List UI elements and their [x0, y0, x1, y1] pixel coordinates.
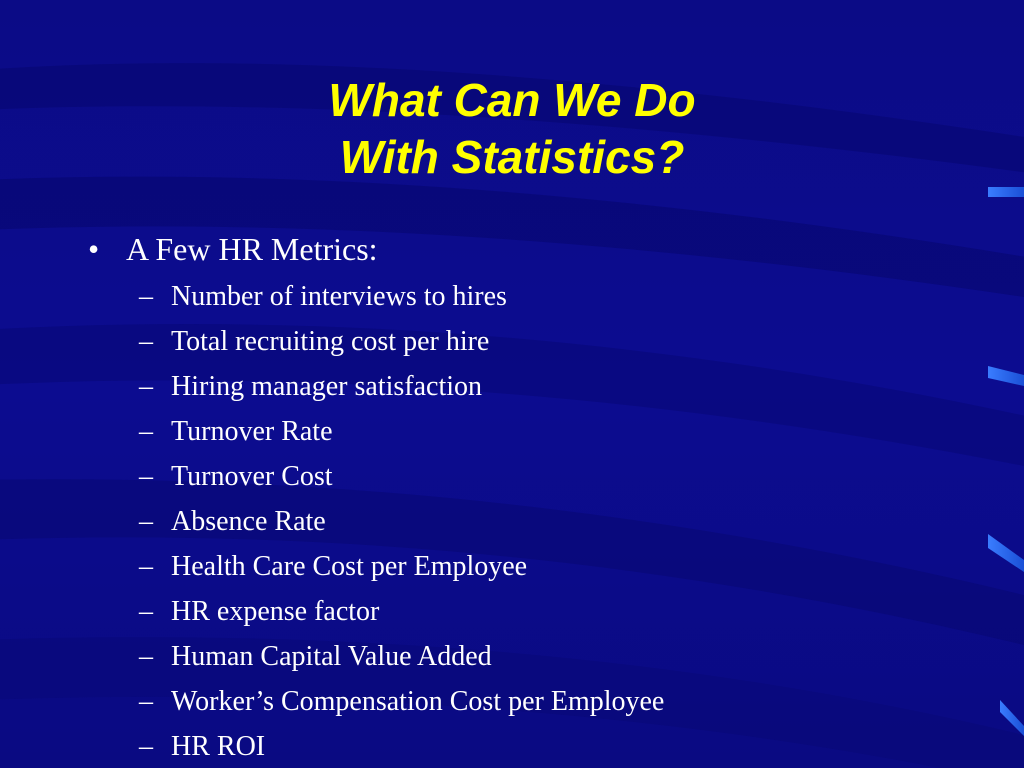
bullet-list	[86, 224, 966, 768]
accent-bar	[988, 534, 1024, 572]
sub-bullet-item	[86, 319, 966, 364]
accent-bar	[988, 187, 1024, 197]
sub-bullet-text: Turnover Rate	[171, 416, 333, 447]
sub-bullet-list	[86, 274, 966, 768]
sub-list-container	[86, 274, 966, 768]
sub-bullet-item	[86, 364, 966, 409]
slide-title	[0, 72, 1024, 186]
sub-bullet-text: Health Care Cost per Employee	[171, 551, 528, 582]
bullet-marker: •	[88, 231, 100, 267]
sub-bullet-text: HR expense factor	[171, 596, 380, 627]
sub-bullet-item	[86, 589, 966, 634]
sub-bullet-text: Total recruiting cost per hire	[171, 326, 490, 357]
sub-bullet-text: HR ROI	[171, 731, 266, 762]
main-bullet-text: A Few HR Metrics:	[126, 231, 378, 267]
dash-marker: –	[139, 686, 153, 717]
sub-bullet-item	[86, 679, 966, 724]
dash-marker: –	[139, 596, 153, 627]
sub-bullet-text: Human Capital Value Added	[171, 641, 492, 672]
sub-bullet-text: Number of interviews to hires	[171, 281, 507, 312]
dash-marker: –	[139, 641, 153, 672]
dash-marker: –	[139, 416, 153, 447]
dash-marker: –	[139, 551, 153, 582]
dash-marker: –	[139, 281, 153, 312]
sub-bullet-item	[86, 274, 966, 319]
sub-bullet-item	[86, 499, 966, 544]
sub-bullet-item	[86, 724, 966, 768]
dash-marker: –	[139, 326, 153, 357]
sub-bullet-item	[86, 409, 966, 454]
dash-marker: –	[139, 506, 153, 537]
dash-marker: –	[139, 461, 153, 492]
slide-title-line-2: With Statistics?	[339, 131, 685, 183]
sub-bullet-item	[86, 634, 966, 679]
dash-marker: –	[139, 731, 153, 762]
sub-bullet-item	[86, 454, 966, 499]
sub-bullet-text: Turnover Cost	[171, 461, 333, 492]
main-bullet	[86, 224, 966, 274]
slide-title-line-1: What Can We Do	[328, 74, 696, 126]
sub-bullet-text: Hiring manager satisfaction	[171, 371, 483, 402]
sub-bullet-text: Absence Rate	[171, 506, 326, 537]
accent-bar	[988, 366, 1024, 386]
sub-bullet-text: Worker’s Compensation Cost per Employee	[171, 686, 665, 717]
sub-bullet-item	[86, 544, 966, 589]
dash-marker: –	[139, 371, 153, 402]
